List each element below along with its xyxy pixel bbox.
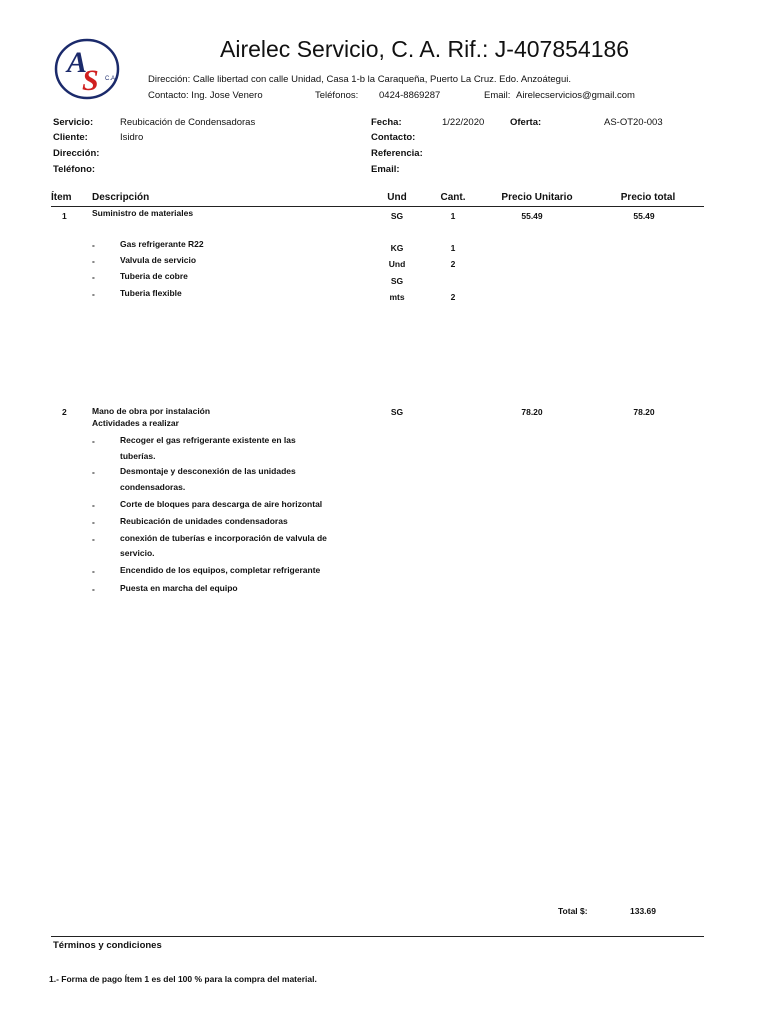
- col-header-item: Ítem: [51, 192, 72, 203]
- col-header-precio-unitario: Precio Unitario: [501, 192, 573, 203]
- header-divider: [51, 206, 704, 207]
- terms-title: Términos y condiciones: [53, 940, 162, 951]
- activity-bullet: -: [92, 566, 95, 576]
- col-header-descripcion: Descripción: [92, 192, 150, 203]
- activity-line-cont: condensadoras.: [120, 482, 186, 492]
- fecha-label: Fecha:: [371, 117, 402, 128]
- item-2-und: SG: [390, 407, 404, 417]
- subitem-text: Gas refrigerante R22: [120, 239, 204, 249]
- company-logo: [54, 38, 120, 100]
- subitem-cant: 2: [450, 259, 456, 269]
- activity-bullet: -: [92, 436, 95, 446]
- cliente-label: Cliente:: [53, 132, 88, 143]
- item-1-cant: 1: [450, 211, 456, 221]
- subitem-bullet: -: [92, 289, 95, 299]
- terms-divider: [51, 936, 704, 937]
- info-email-label: Email:: [371, 164, 400, 175]
- item-1-number: 1: [62, 211, 67, 221]
- activity-line: Reubicación de unidades condensadoras: [120, 516, 288, 526]
- activity-line: Corte de bloques para descarga de aire horizontal: [120, 499, 323, 509]
- activity-line: Desmontaje y desconexión de las unidades: [120, 466, 296, 476]
- telefono-label: Teléfono:: [53, 164, 96, 175]
- activity-bullet: -: [92, 517, 95, 527]
- subitem-und: mts: [389, 292, 405, 302]
- subitem-bullet: -: [92, 272, 95, 282]
- item-2-precio-unitario: 78.20: [521, 407, 543, 417]
- logo-suffix: C.A: [105, 76, 116, 82]
- cliente-value: Isidro: [120, 132, 144, 143]
- contacto-label: Contacto:: [371, 132, 416, 143]
- item-2-number: 2: [62, 407, 67, 417]
- item-1-precio-total: 55.49: [633, 211, 655, 221]
- oferta-value: AS-OT20-003: [604, 117, 663, 128]
- subitem-und: KG: [390, 243, 404, 253]
- subitem-text: Tuberia de cobre: [120, 271, 188, 281]
- col-header-cant: Cant.: [440, 192, 466, 203]
- email-value[interactable]: Airelecservicios@gmail.com: [516, 90, 635, 101]
- subitem-bullet: -: [92, 240, 95, 250]
- subitem-und: SG: [390, 276, 404, 286]
- servicio-value: Reubicación de Condensadoras: [120, 117, 256, 128]
- company-address: Dirección: Calle libertad con calle Unidad, Casa 1-b la Caraqueña, Puerto La Cruz. Edo. Anzoátegui.: [148, 74, 571, 85]
- contact-person: Contacto: Ing. Jose Venero: [148, 90, 263, 101]
- logo-letter-s: S: [82, 64, 99, 97]
- phones-value: 0424-8869287: [379, 90, 441, 101]
- terms-line-1: 1.- Forma de pago Ítem 1 es del 100 % para la compra del material.: [49, 974, 317, 984]
- activity-line: Puesta en marcha del equipo: [120, 583, 238, 593]
- item-1-description: Suministro de materiales: [92, 208, 194, 218]
- oferta-label: Oferta:: [510, 117, 542, 128]
- total-value: 133.69: [630, 906, 656, 916]
- activity-line-cont: tuberías.: [120, 451, 156, 461]
- item-2-description: Mano de obra por instalación: [92, 406, 211, 416]
- servicio-label: Servicio:: [53, 117, 94, 128]
- company-title: Airelec Servicio, C. A. Rif.: J-407854186: [220, 36, 630, 62]
- referencia-label: Referencia:: [371, 148, 423, 159]
- activity-line: Recoger el gas refrigerante existente en las: [120, 435, 296, 445]
- logo-letter-a: A: [67, 46, 88, 79]
- direccion-label: Dirección:: [53, 148, 100, 159]
- total-label: Total $:: [558, 906, 588, 916]
- activity-bullet: -: [92, 534, 95, 544]
- subitem-text: Tuberia flexible: [120, 288, 182, 298]
- col-header-und: Und: [387, 192, 407, 203]
- email-label: Email:: [484, 90, 511, 101]
- activity-line: conexión de tuberías e incorporación de valvula de: [120, 533, 327, 543]
- item-2-precio-total: 78.20: [633, 407, 655, 417]
- item-1-precio-unitario: 55.49: [521, 211, 543, 221]
- fecha-value: 1/22/2020: [442, 117, 485, 128]
- subitem-cant: 2: [450, 292, 456, 302]
- activity-line: Encendido de los equipos, completar refrigerante: [120, 565, 321, 575]
- activity-line-cont: servicio.: [120, 548, 155, 558]
- item-1-und: SG: [390, 211, 404, 221]
- activity-bullet: -: [92, 584, 95, 594]
- activity-bullet: -: [92, 500, 95, 510]
- phones-label: Teléfonos:: [315, 90, 359, 101]
- subitem-text: Valvula de servicio: [120, 255, 197, 265]
- subitem-bullet: -: [92, 256, 95, 266]
- subitem-cant: 1: [450, 243, 456, 253]
- activity-bullet: -: [92, 467, 95, 477]
- subitem-und: Und: [388, 259, 406, 269]
- col-header-precio-total: Precio total: [620, 192, 676, 203]
- item-2-subheading: Actividades a realizar: [92, 418, 179, 428]
